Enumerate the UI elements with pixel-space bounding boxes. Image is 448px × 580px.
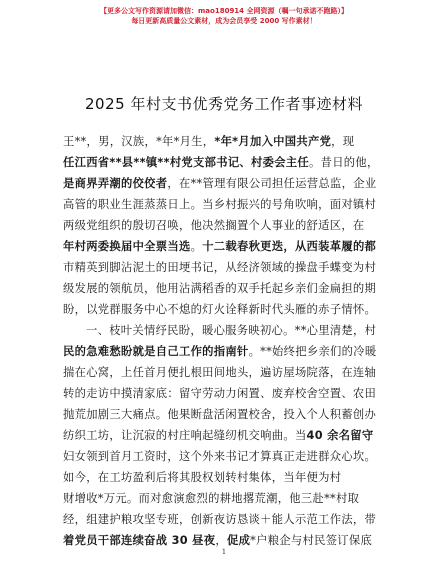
text-segment: *户粮企与村民签订保底: [250, 534, 373, 547]
text-segment: 经，组建护粮攻坚专班，创新夜访恳谈＋能人示范工作法，带: [63, 513, 377, 526]
bold-text-segment: 40 余名留守: [306, 429, 374, 442]
text-segment: 妇女领到首月工资时，这个外来书记才算真正走进群众心坎。: [63, 450, 377, 463]
text-segment: 。昔日的他，: [309, 156, 379, 169]
text-line: [63, 299, 392, 320]
promo-banner: [0, 6, 448, 26]
bold-text-segment: 促成: [226, 534, 251, 547]
text-segment: 纺织工坊，让沉寂的村庄响起缝纫机交响曲。当: [63, 429, 307, 442]
text-line: [63, 278, 392, 299]
bold-text-segment: *年*月加入中国共产党: [214, 135, 332, 148]
text-segment: 转的走访中摸清家底：留守劳动力闲置、废弃校舍空置、农田: [63, 387, 377, 400]
text-line: [63, 257, 392, 278]
text-line: [63, 215, 392, 236]
text-line: [63, 152, 392, 173]
bold-text-segment: 十二载春秋更迭，从西装革履的都: [202, 240, 377, 253]
banner-line-2: 每日更新高质量公文素材，成为会员享受 2000 写作素材！: [131, 17, 317, 25]
text-segment: 抛荒加剧三大痛点。他果断盘活闲置校舍，投入个人积蓄创办: [63, 408, 377, 421]
bold-text-segment: 是商界弄潮的佼佼者: [63, 177, 168, 190]
text-line: [63, 446, 392, 467]
text-line: [63, 194, 392, 215]
text-line: [63, 467, 392, 488]
text-line: [63, 341, 392, 362]
text-segment: 一、枝叶关情纾民盼，暖心服务映初心。**心里清楚，村: [86, 324, 377, 337]
text-segment: 财增收*万元。而对愈演愈烈的耕地撂荒潮，他三赴**村取: [63, 492, 360, 505]
text-segment: ，: [215, 534, 227, 547]
bold-text-segment: 年村两委换届中全票当选: [63, 240, 191, 253]
bold-text-segment: 着党员干部连续奋战 30 昼夜: [63, 534, 216, 547]
document-title: 2025 年村支书优秀党务工作者事迹材料: [85, 95, 363, 113]
text-line: [63, 404, 392, 425]
text-segment: ，现: [331, 135, 355, 148]
text-segment: 。: [190, 240, 203, 253]
text-line: [63, 173, 392, 194]
text-segment: 市精英到脚沾泥土的田埂书记，从经济领域的操盘手蝶变为村: [63, 261, 377, 274]
document-body: [63, 131, 392, 551]
text-line: [63, 362, 392, 383]
banner-line-1: 【更多公文写作资源请加微信：mao180914 全网资源（嘱一句承诺不跑路）】: [100, 7, 348, 15]
text-segment: 。**始终把乡亲们的冷暖: [248, 345, 377, 358]
text-segment: 级发展的领航员，他用沾满稻香的双手托起乡亲们金扁担的期: [63, 282, 377, 295]
text-segment: 盼，以党群服务中心不熄的灯火诠释新时代头雁的赤子情怀。: [63, 303, 377, 316]
text-line: [63, 425, 392, 446]
text-line: [63, 509, 392, 530]
text-segment: 两级党组织的殷切召唤，他决然搁置个人事业的舒适区，在: [63, 219, 365, 232]
text-segment: 高管的职业生涯蒸蒸日上。当乡村振兴的号角吹响，面对镇村: [63, 198, 377, 211]
text-segment: 揣在心窝，上任首月便扎根田间地头，遍访屋场院落，在连轴: [63, 366, 377, 379]
text-segment: 王**，男，汉族，*年*月生，: [63, 135, 215, 148]
text-segment: 如今，在工坊盈利后将其股权划转村集体，当年便为村: [63, 471, 342, 484]
text-line: [63, 320, 392, 341]
text-line: [63, 383, 392, 404]
bold-text-segment: 任江西省**县**镇**村党支部书记、村委会主任: [63, 156, 309, 169]
text-line: [63, 131, 392, 152]
text-line: [63, 236, 392, 257]
text-segment: ，在**管理有限公司担任运营总监，企业: [167, 177, 377, 190]
page-number: 1: [221, 548, 227, 556]
bold-text-segment: 民的急难愁盼就是自己工作的指南针: [63, 345, 249, 358]
text-line: [63, 488, 392, 509]
